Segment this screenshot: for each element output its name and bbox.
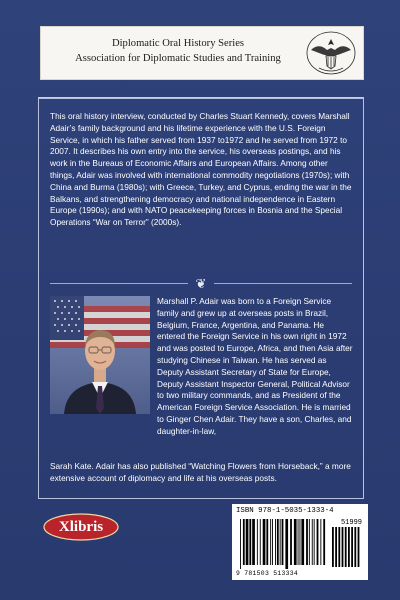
barcode-addon-bar [342,527,344,567]
barcode-bar [317,519,319,565]
barcode-bar [240,519,241,569]
barcode-bar [320,519,321,565]
barcode-bar [282,519,284,565]
barcode-bar [298,519,299,565]
eagle-seal-icon [305,30,357,76]
series-name: Diplomatic Oral History Series [111,38,245,49]
barcode-addon-bar [338,527,340,567]
barcode-bar [266,519,268,565]
barcode-icon [238,517,362,569]
barcode-bar [270,519,271,565]
publisher-logo-text: Xlibris [58,519,104,535]
barcode-bar [277,519,279,565]
barcode-bar [323,519,325,565]
author-bio-continued: Sarah Kate. Adair has also published “Watching Flowers from Horseback,” a more extensive account of diplomacy and life at his overseas posts. [50,461,351,483]
author-bio: Marshall P. Adair was born to a Foreign Service family and grew up at overseas posts in Brazil, Belgium, France, Argentina, and Panama. He entered the Foreign Service in his own right in 1972 and was posted to Europe, Africa, and then Asia after studying Chinese in Taiwan. He has served as Deputy Assistant Secretary of State for Europe, Deputy Assistant Inspector General, Political Advisor to two military commands, and as President of the American Foreign Service Association. He is married to Ginger Chen Adair. They have a son, Charles, and daughter-in-law, [157,296,353,436]
publisher-logo [42,512,120,542]
barcode-addon-bar [348,527,350,567]
price-code: 51999 [340,519,362,527]
barcode-bar [301,519,304,565]
barcode-bar [280,519,281,565]
barcode-addon-bar [335,527,337,567]
barcode-addon-bar [358,527,360,567]
barcode-addon-bar [351,527,353,567]
barcode-bar [252,519,255,565]
section-divider [50,274,352,294]
barcode-number: 9 781503 513334 [236,570,299,577]
barcode-bar [285,519,288,569]
barcode-bar [275,519,276,565]
flourish-ornament-icon: ❦ [195,276,207,291]
divider-line-left [50,283,188,284]
barcode-bar [263,519,266,565]
barcode-bar [300,519,301,565]
association-name: Association for Diplomatic Studies and Training [75,53,281,64]
barcode-bar [243,519,245,565]
barcode-bar [306,519,308,565]
isbn-text: ISBN 978-1-5035-1333-4 [236,507,334,515]
barcode-bar [260,519,261,565]
barcode-bar [246,519,249,565]
interview-summary: This oral history interview, conducted by Charles Stuart Kennedy, covers Marshall Adair’s family background and his lifetime experience with the U.S. Foreign Service, in which his father served from 1937 to1972 and he served from 1972 to 2007. It describes his own entry into the service, his overseas postings, and his work in the Bureaus of Economic Affairs and European Affairs. Among other things, Adair was involved with international commodity negotiations (1970s); with China and Burma (1980s); with Greece, Turkey, and Cyprus, ending the war in the Balkans, and strengthening democracy and national independence in Eastern Europe (1990s); and with NATO peacekeeping forces in Bosnia and the Special Operations “War on Terror” (2000s). [50,111,352,228]
barcode-bar [314,519,315,565]
barcode-bar [309,519,310,565]
divider-line-right [214,283,352,284]
barcode-bar [257,519,258,565]
barcode-addon-bar [332,527,334,567]
barcode-panel [232,504,368,580]
series-header [40,26,364,80]
barcode-bar [312,519,313,565]
author-photo [50,296,150,414]
barcode-bar [249,519,251,565]
barcode-bar [294,519,297,565]
barcode-addon-bar [345,527,347,567]
barcode-bar [272,519,273,565]
series-title [53,36,303,66]
barcode-bar [290,519,292,565]
barcode-addon-bar [354,527,356,567]
